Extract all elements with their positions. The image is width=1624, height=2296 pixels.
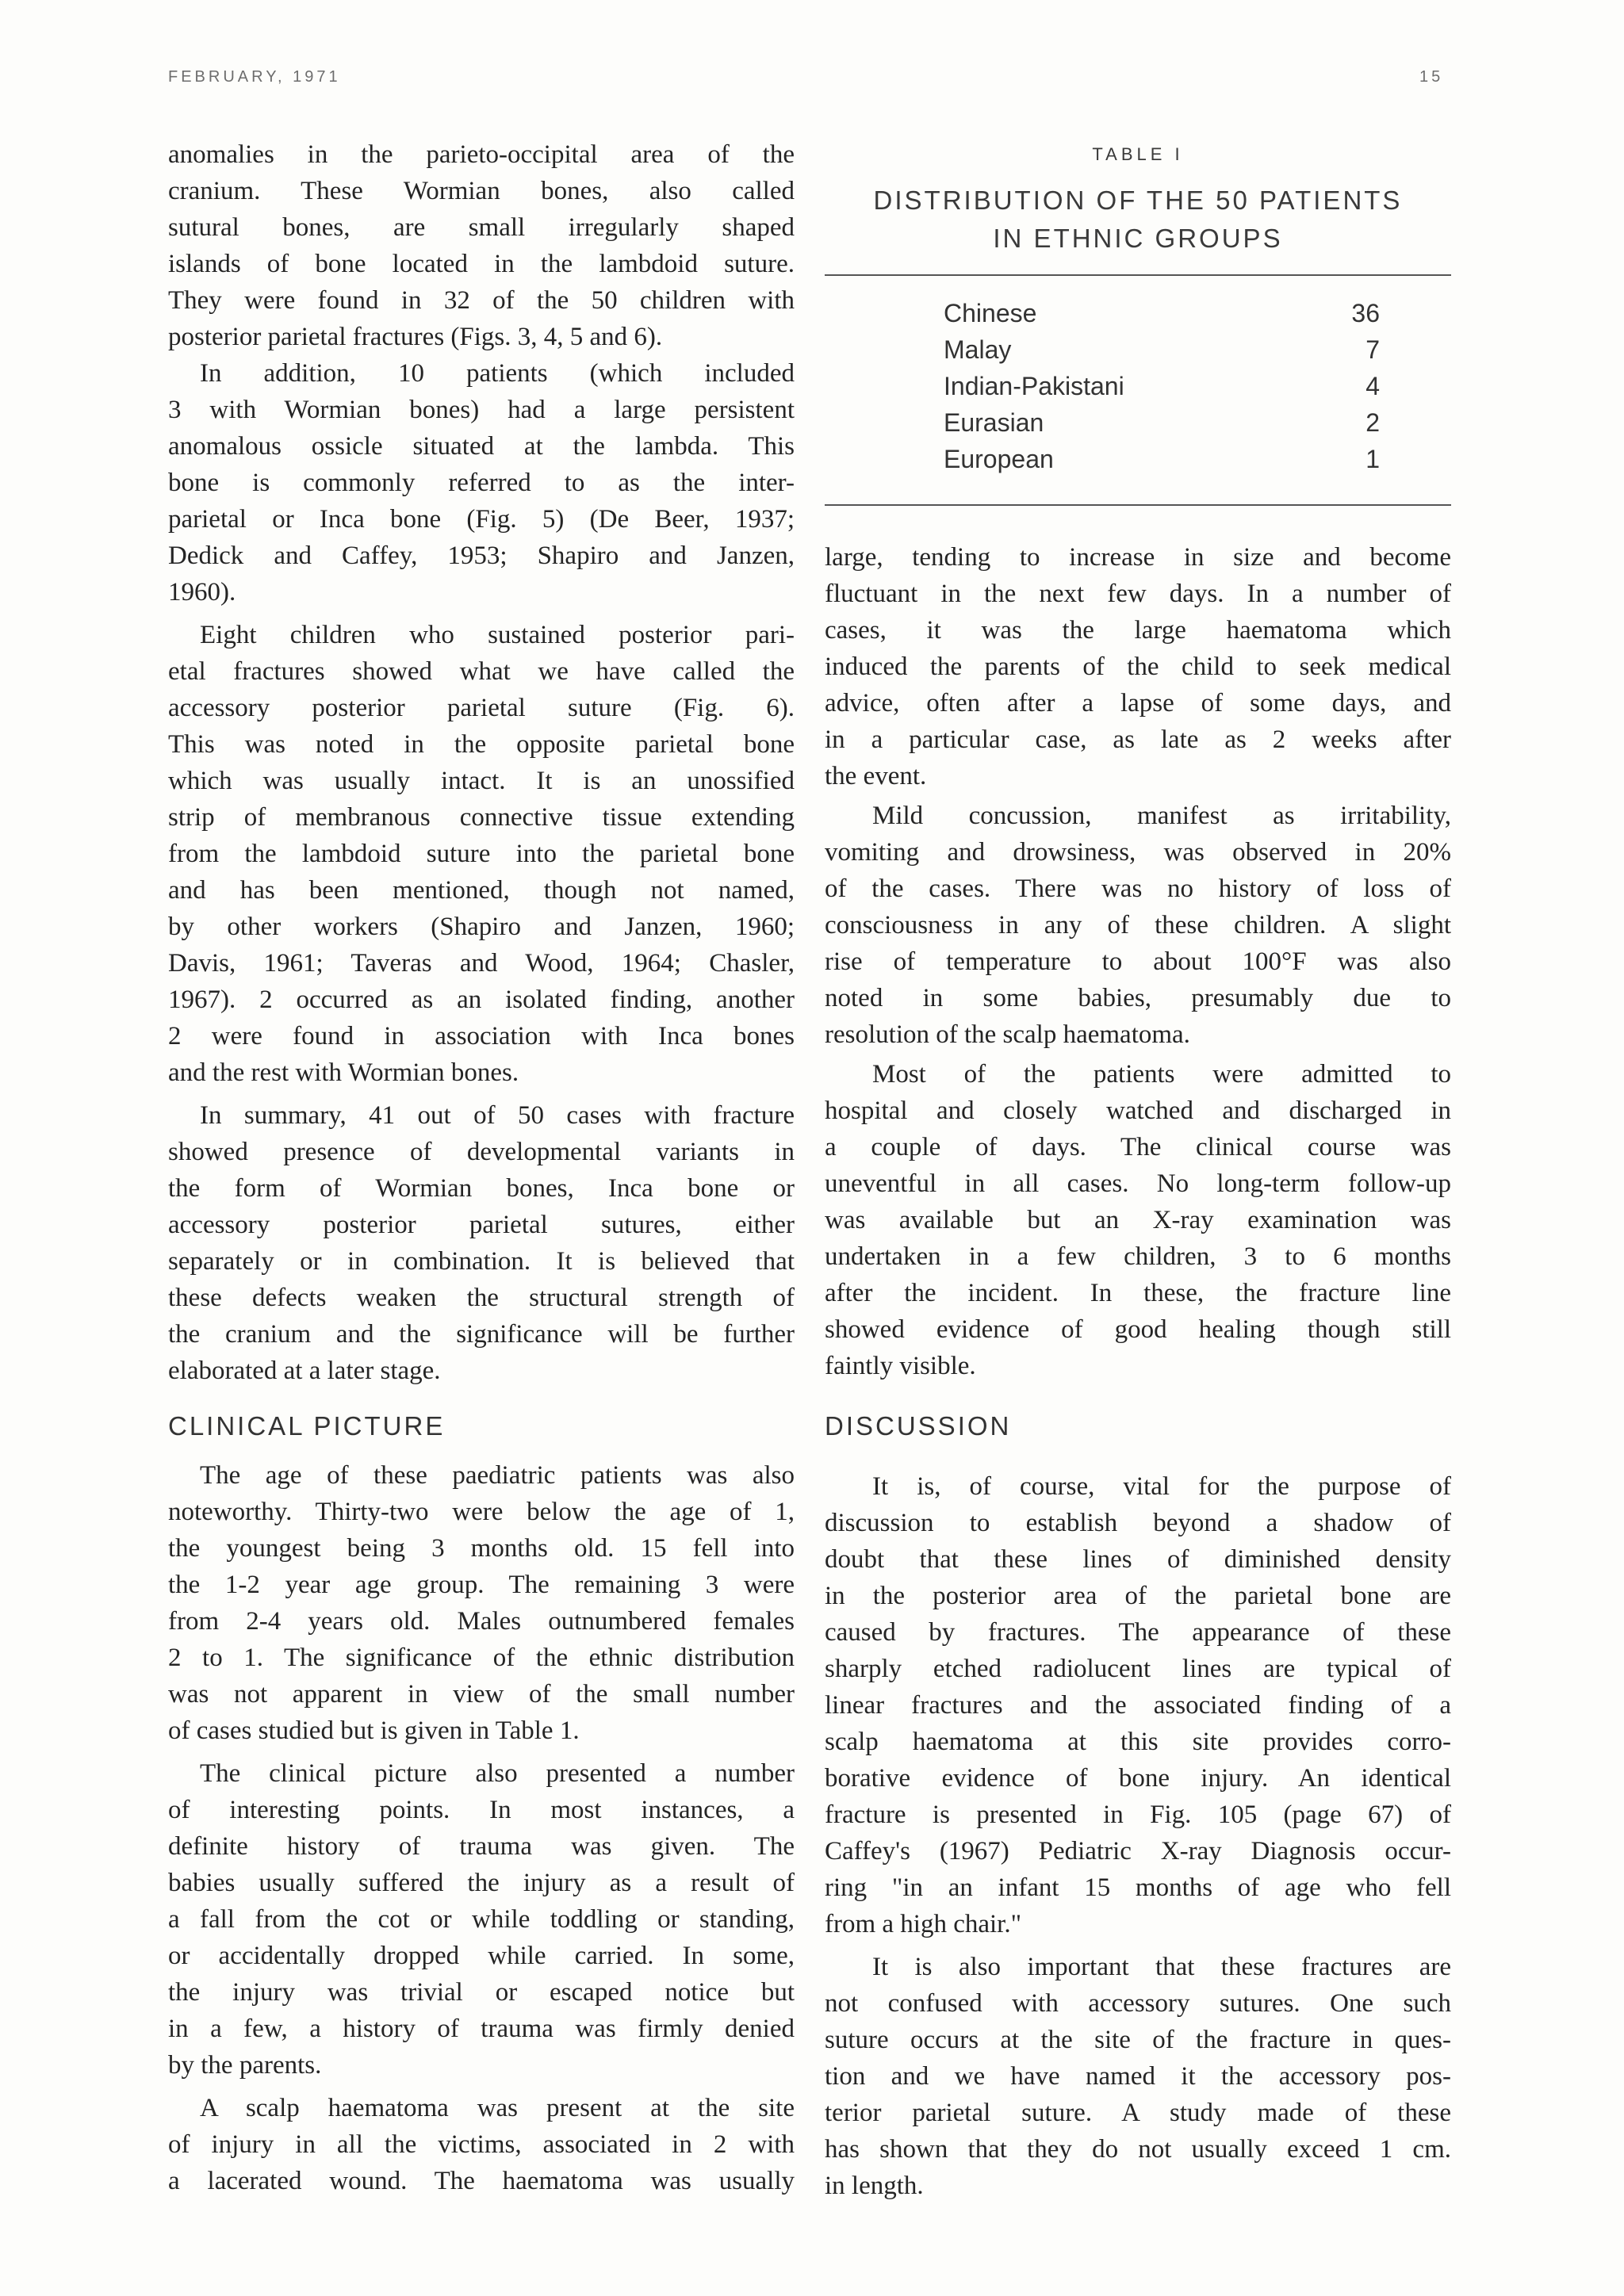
text-line: and has been mentioned, though not named, [168,876,795,905]
text-line: a couple of days. The clinical course was [825,1133,1451,1161]
section-heading-clinical-picture: CLINICAL PICTURE [168,1411,446,1441]
text-line: fracture is presented in Fig. 105 (page 67) of [825,1800,1451,1829]
text-line: showed presence of developmental variants in [168,1138,795,1166]
table-row [944,295,1380,331]
section-heading-discussion: DISCUSSION [825,1411,1012,1441]
text-line: In summary, 41 out of 50 cases with fracture [200,1101,795,1130]
text-line: the cranium and the significance will be further [168,1320,795,1349]
text-line: rise of temperature to about 100°F was also [825,947,1451,976]
text-line: separately or in combination. It is believed that [168,1247,795,1276]
text-line: has shown that they do not usually exceed 1 cm. [825,2135,1451,2164]
patient-count: 4 [1365,372,1380,400]
text-line: from a high chair." [825,1910,1022,1938]
text-line: This was noted in the opposite parietal bone [168,730,795,759]
text-line: strip of membranous connective tissue extending [168,803,795,832]
text-line: cranium. These Wormian bones, also called [168,177,795,205]
text-line: caused by fractures. The appearance of these [825,1618,1451,1647]
text-line: of injury in all the victims, associated in 2 with [168,2130,795,2159]
patient-count: 36 [1351,299,1380,327]
text-line: the injury was trivial or escaped notice but [168,1978,795,2007]
text-line: after the incident. In these, the fracture line [825,1279,1451,1307]
text-line: a lacerated wound. The haematoma was usually [168,2167,795,2195]
text-line: It is also important that these fractures are [872,1953,1451,1981]
text-line: tion and we have named it the accessory pos- [825,2062,1451,2091]
text-line: in a few, a history of trauma was firmly denied [168,2015,795,2043]
text-line: sharply etched radiolucent lines are typical of [825,1655,1451,1683]
text-line: doubt that these lines of diminished density [825,1545,1451,1574]
text-line: consciousness in any of these children. A slight [825,911,1451,939]
text-line: uneventful in all cases. No long-term follow-up [825,1169,1451,1198]
text-line: and the rest with Wormian bones. [168,1058,519,1087]
patient-count: 1 [1365,445,1380,473]
text-line: was available but an X-ray examination was [825,1206,1451,1234]
text-line: resolution of the scalp haematoma. [825,1020,1190,1049]
text-line: parietal or Inca bone (Fig. 5) (De Beer, 1937; [168,505,795,534]
text-line: Most of the patients were admitted to [872,1060,1451,1089]
text-line: They were found in 32 of the 50 children with [168,286,795,315]
table-title-line: IN ETHNIC GROUPS [993,224,1283,253]
text-line: fluctuant in the next few days. In a number of [825,580,1451,608]
text-line: The age of these paediatric patients was also [200,1461,795,1490]
table-row [944,441,1380,477]
patient-count: 7 [1365,335,1380,364]
text-line: A scalp haematoma was present at the site [200,2094,795,2122]
text-line: scalp haematoma at this site provides corro- [825,1728,1451,1756]
table-bottom-rule [825,504,1451,506]
text-line: hospital and closely watched and discharged in [825,1096,1451,1125]
page-number: 15 [1419,68,1444,86]
text-line: ring "in an infant 15 months of age who fell [825,1873,1451,1902]
text-line: It is, of course, vital for the purpose of [872,1472,1451,1501]
text-line: of the cases. There was no history of loss of [825,874,1451,903]
text-line: vomiting and drowsiness, was observed in 20% [825,838,1451,867]
text-line: the youngest being 3 months old. 15 fell into [168,1534,795,1563]
text-line: Eight children who sustained posterior pari- [200,621,795,649]
ethnic-group: Eurasian [944,408,1044,437]
text-line: by other workers (Shapiro and Janzen, 1960; [168,913,795,941]
text-line: anomalous ossicle situated at the lambda. This [168,432,795,461]
text-line: babies usually suffered the injury as a result of [168,1869,795,1897]
text-line: of cases studied but is given in Table 1. [168,1716,580,1745]
text-line: the 1-2 year age group. The remaining 3 were [168,1571,795,1599]
text-line: showed evidence of good healing though still [825,1315,1451,1344]
text-line: sutural bones, are small irregularly shaped [168,213,795,242]
text-line: anomalies in the parieto-occipital area of the [168,140,795,169]
text-line: 2 to 1. The significance of the ethnic distribution [168,1644,795,1672]
text-line: etal fractures showed what we have called the [168,657,795,686]
text-line: faintly visible. [825,1352,976,1380]
text-line: in a particular case, as late as 2 weeks after [825,725,1451,754]
ethnic-group: Malay [944,335,1012,364]
text-line: or accidentally dropped while carried. In some, [168,1942,795,1970]
text-line: The clinical picture also presented a number [200,1759,795,1788]
text-line: the form of Wormian bones, Inca bone or [168,1174,795,1203]
text-line: induced the parents of the child to seek medical [825,652,1451,681]
table-label: TABLE I [1092,144,1184,164]
text-line: Caffey's (1967) Pediatric X-ray Diagnosis occur- [825,1837,1451,1866]
text-line: noteworthy. Thirty-two were below the age of 1, [168,1498,795,1526]
text-line: islands of bone located in the lambdoid suture. [168,250,795,278]
text-line: a fall from the cot or while toddling or standing, [168,1905,795,1934]
text-line: suture occurs at the site of the fracture in ques- [825,2026,1451,2054]
text-line: bone is commonly referred to as the inter- [168,469,795,497]
text-line: of interesting points. In most instances, a [168,1796,795,1824]
text-line: linear fractures and the associated finding of a [825,1691,1451,1720]
text-line: 1960). [168,578,236,607]
text-line: large, tending to increase in size and become [825,543,1451,572]
text-line: In addition, 10 patients (which included [200,359,795,388]
ethnic-group: European [944,445,1054,473]
text-line: by the parents. [168,2051,322,2080]
table-top-rule [825,274,1451,276]
text-line: accessory posterior parietal suture (Fig. 6). [168,694,795,722]
text-line: not confused with accessory sutures. One such [825,1989,1451,2018]
text-line: discussion to establish beyond a shadow of [825,1509,1451,1537]
text-line: terior parietal suture. A study made of these [825,2099,1451,2127]
text-line: accessory posterior parietal sutures, either [168,1211,795,1239]
text-line: noted in some babies, presumably due to [825,984,1451,1012]
text-line: posterior parietal fractures (Figs. 3, 4, 5 and 6). [168,323,663,351]
text-line: in length. [825,2172,924,2200]
text-line: cases, it was the large haematoma which [825,616,1451,645]
text-line: was not apparent in view of the small number [168,1680,795,1709]
text-line: Davis, 1961; Taveras and Wood, 1964; Chasler, [168,949,795,978]
table-row [944,331,1380,368]
text-line: 2 were found in association with Inca bones [168,1022,795,1050]
text-line: advice, often after a lapse of some days, and [825,689,1451,718]
text-line: 1967). 2 occurred as an isolated finding, another [168,985,795,1014]
ethnic-group: Chinese [944,299,1037,327]
text-line: 3 with Wormian bones) had a large persistent [168,396,795,424]
text-line: from the lambdoid suture into the parietal bone [168,840,795,868]
table-row [944,368,1380,404]
text-line: from 2-4 years old. Males outnumbered females [168,1607,795,1636]
text-line: in the posterior area of the parietal bone are [825,1582,1451,1610]
running-header-date: FEBRUARY, 1971 [168,68,341,86]
text-line: borative evidence of bone injury. An identical [825,1764,1451,1793]
text-line: these defects weaken the structural strength of [168,1284,795,1312]
table-title-line: DISTRIBUTION OF THE 50 PATIENTS [873,186,1403,215]
text-line: definite history of trauma was given. The [168,1832,795,1861]
patient-count: 2 [1365,408,1380,437]
ethnic-group: Indian-Pakistani [944,372,1124,400]
text-line: the event. [825,762,927,790]
text-line: which was usually intact. It is an unossified [168,767,795,795]
text-line: elaborated at a later stage. [168,1357,441,1385]
text-line: undertaken in a few children, 3 to 6 months [825,1242,1451,1271]
table-row [944,404,1380,441]
text-line: Dedick and Caffey, 1953; Shapiro and Janzen, [168,541,795,570]
text-line: Mild concussion, manifest as irritability, [872,802,1451,830]
